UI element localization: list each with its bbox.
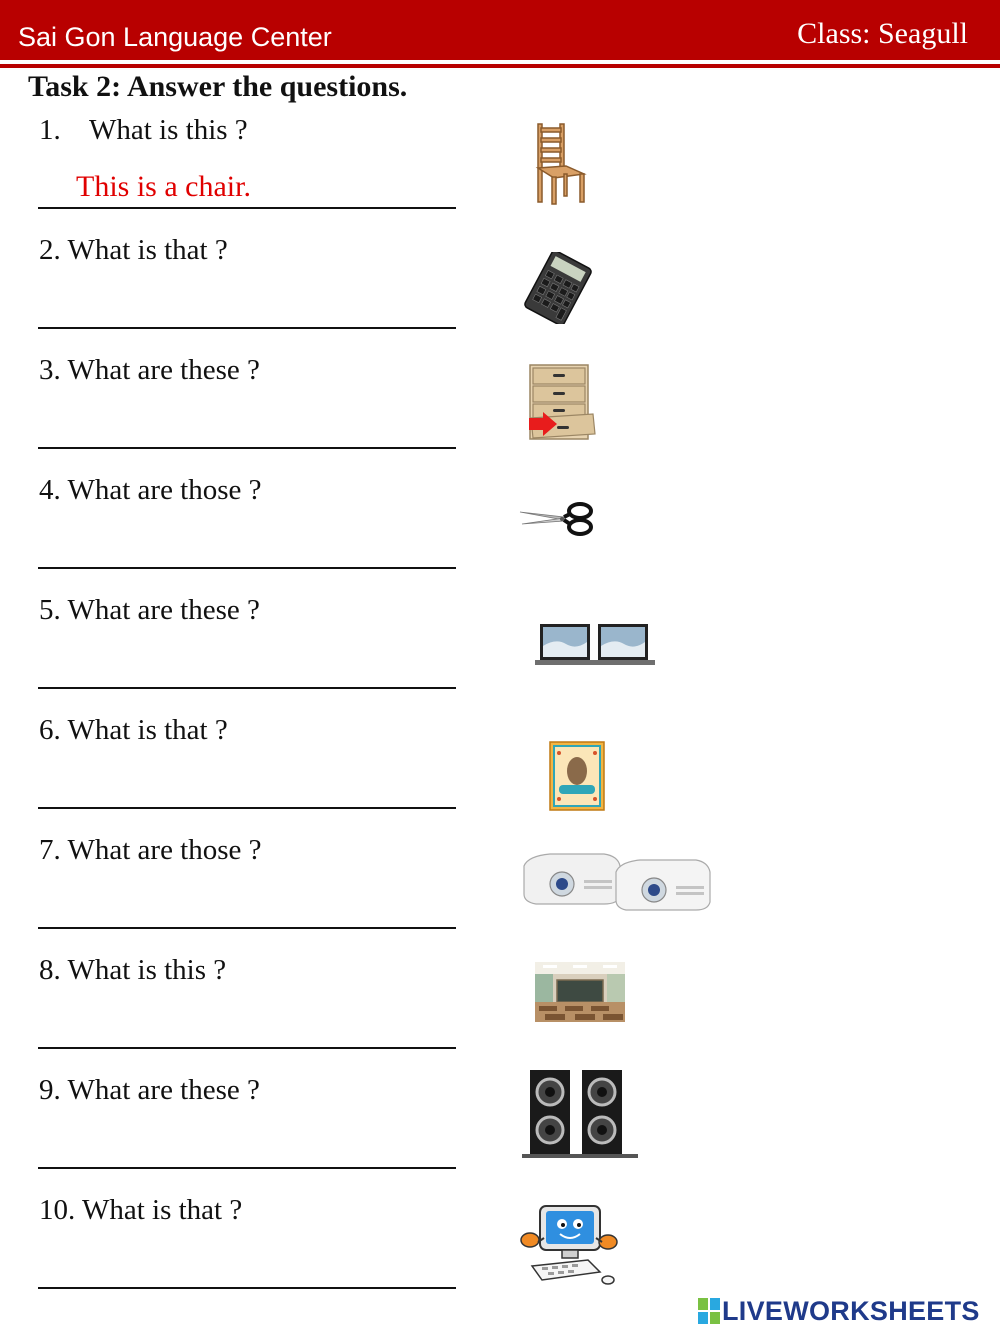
question-text: What is that ?: [81, 1194, 243, 1226]
question-text: What is that ?: [67, 714, 228, 746]
liveworksheets-logo-icon: [698, 1298, 720, 1326]
question-number: 8.: [39, 954, 61, 986]
calculator-icon: [524, 252, 592, 324]
answer-1-text[interactable]: This is a chair.: [76, 170, 251, 203]
drawers-icon: [527, 362, 597, 442]
answer-line-7[interactable]: [38, 927, 456, 929]
question-5: [39, 594, 260, 627]
question-text: What is that ?: [67, 234, 228, 266]
book-icon: [549, 741, 605, 811]
answer-line-5[interactable]: [38, 687, 456, 689]
answer-line-1[interactable]: [38, 207, 456, 209]
question-text: What is this ?: [67, 954, 227, 986]
answer-line-3[interactable]: [38, 447, 456, 449]
class-label: Class: Seagull: [797, 17, 968, 50]
laptops-icon: [534, 622, 656, 668]
answer-line-2[interactable]: [38, 327, 456, 329]
question-text: What are these ?: [67, 594, 260, 626]
question-number: 10.: [39, 1194, 76, 1226]
liveworksheets-logo[interactable]: [698, 1296, 998, 1328]
question-text: What are those ?: [67, 834, 262, 866]
question-3: [39, 354, 260, 387]
answer-line-4[interactable]: [38, 567, 456, 569]
chair-icon: [532, 122, 588, 206]
question-number: 7.: [39, 834, 61, 866]
question-text: What are those ?: [67, 474, 262, 506]
speakers-icon: [522, 1068, 638, 1160]
question-number: 2.: [39, 234, 61, 266]
question-8: [39, 954, 226, 987]
question-number: 4.: [39, 474, 61, 506]
question-text: What are these ?: [67, 354, 260, 386]
question-number: 1.: [39, 114, 61, 146]
question-number: 5.: [39, 594, 61, 626]
scissors-icon: [518, 500, 596, 538]
header-bar: [0, 0, 1000, 60]
question-number: 6.: [39, 714, 61, 746]
question-text: What is this ?: [89, 114, 248, 146]
question-number: 3.: [39, 354, 61, 386]
question-text: What are these ?: [67, 1074, 260, 1106]
question-2: [39, 234, 228, 267]
question-9: [39, 1074, 260, 1107]
computer-cartoon-icon: [518, 1202, 620, 1288]
header-divider: [0, 64, 1000, 68]
projectors-icon: [520, 850, 714, 918]
question-10: [39, 1194, 242, 1227]
classroom-icon: [535, 962, 625, 1022]
liveworksheets-brand: LIVEWORKSHEETS: [722, 1296, 980, 1326]
question-4: [39, 474, 262, 507]
question-6: [39, 714, 228, 747]
task-title: Task 2: Answer the questions.: [28, 70, 408, 103]
answer-line-9[interactable]: [38, 1167, 456, 1169]
question-1: [39, 114, 248, 147]
answer-line-8[interactable]: [38, 1047, 456, 1049]
center-name: Sai Gon Language Center: [18, 22, 332, 52]
question-7: [39, 834, 262, 867]
answer-line-6[interactable]: [38, 807, 456, 809]
answer-line-10[interactable]: [38, 1287, 456, 1289]
question-number: 9.: [39, 1074, 61, 1106]
